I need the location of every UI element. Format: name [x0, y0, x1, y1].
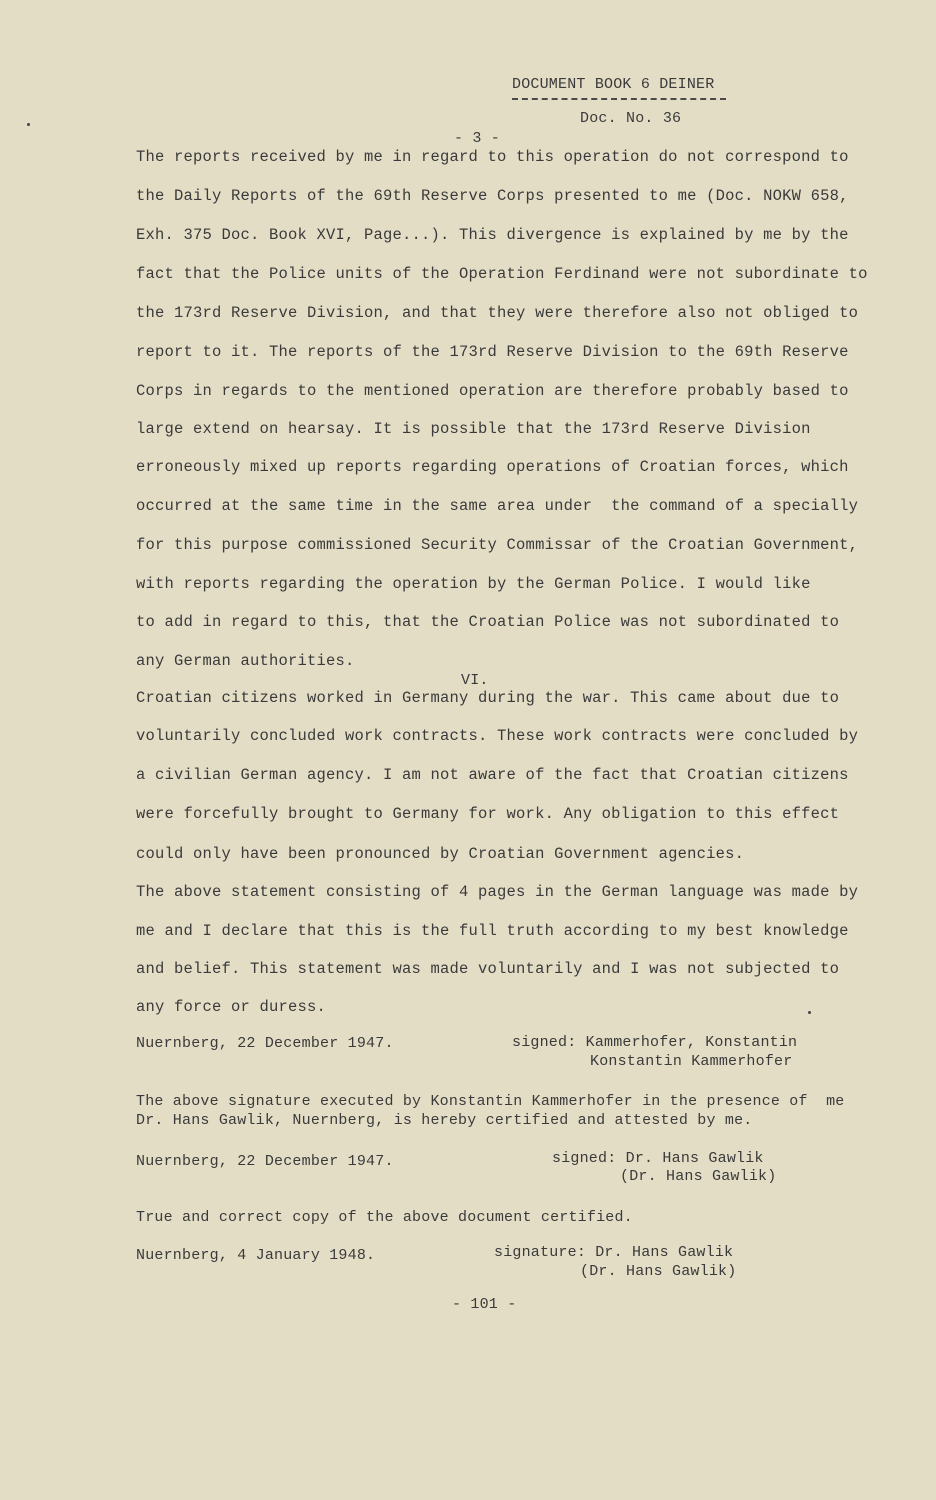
paragraph1-line: The reports received by me in regard to this operation do not correspond to	[136, 148, 849, 166]
margin-mark	[808, 1011, 811, 1014]
paragraph1-line: with reports regarding the operation by the German Police. I would like	[136, 575, 811, 593]
margin-mark	[27, 123, 30, 126]
statement-place-date: Nuernberg, 22 December 1947.	[136, 1035, 394, 1052]
document-book-title: DOCUMENT BOOK 6 DEINER	[512, 76, 715, 93]
paragraph3-line: any force or duress.	[136, 998, 327, 1016]
attestation-signatory-name: (Dr. Hans Gawlik)	[620, 1168, 777, 1185]
paragraph1-line: for this purpose commissioned Security Commissar of the Croatian Government,	[136, 536, 859, 554]
document-number: Doc. No. 36	[580, 110, 682, 127]
attestation-line: The above signature executed by Konstantin Kammerhofer in the presence of me	[136, 1093, 845, 1110]
copy-place-date: Nuernberg, 4 January 1948.	[136, 1247, 376, 1264]
paragraph1-line: to add in regard to this, that the Croatian Police was not subordinated to	[136, 613, 840, 631]
paragraph2-line: voluntarily concluded work contracts. These work contracts were concluded by	[136, 727, 859, 745]
paragraph1-line: occurred at the same time in the same area under the command of a specially	[136, 497, 859, 515]
paragraph1-line: erroneously mixed up reports regarding operations of Croatian forces, which	[136, 458, 849, 476]
paragraph2-line: Croatian citizens worked in Germany during the war. This came about due to	[136, 689, 840, 707]
paragraph2-line: were forcefully brought to Germany for work. Any obligation to this effect	[136, 805, 840, 823]
paragraph2-line: a civilian German agency. I am not aware of the fact that Croatian citizens	[136, 766, 849, 784]
copy-signature: signature: Dr. Hans Gawlik	[494, 1244, 734, 1261]
page-marker: - 3 -	[454, 130, 501, 147]
paragraph1-line: Corps in regards to the mentioned operation are therefore probably based to	[136, 382, 849, 400]
paragraph3-line: The above statement consisting of 4 pages in the German language was made by	[136, 883, 859, 901]
attestation-signed: signed: Dr. Hans Gawlik	[552, 1150, 764, 1167]
paragraph1-line: Exh. 375 Doc. Book XVI, Page...). This divergence is explained by me by the	[136, 226, 849, 244]
paragraph1-line: the Daily Reports of the 69th Reserve Corps presented to me (Doc. NOKW 658,	[136, 187, 849, 205]
section-number: VI.	[461, 672, 489, 689]
paragraph1-line: report to it. The reports of the 173rd Reserve Division to the 69th Reserve	[136, 343, 849, 361]
attestation-place-date: Nuernberg, 22 December 1947.	[136, 1153, 394, 1170]
attestation-line: Dr. Hans Gawlik, Nuernberg, is hereby certified and attested by me.	[136, 1112, 753, 1129]
statement-signed: signed: Kammerhofer, Konstantin	[512, 1034, 798, 1051]
paragraph1-line: the 173rd Reserve Division, and that they were therefore also not obliged to	[136, 304, 859, 322]
statement-signatory-name: Konstantin Kammerhofer	[590, 1053, 793, 1070]
paragraph3-line: me and I declare that this is the full truth according to my best knowledge	[136, 922, 849, 940]
paragraph3-line: and belief. This statement was made voluntarily and I was not subjected to	[136, 960, 840, 978]
paragraph1-line: large extend on hearsay. It is possible that the 173rd Reserve Division	[136, 420, 811, 438]
paragraph2-line: could only have been pronounced by Croatian Government agencies.	[136, 845, 745, 863]
copy-signatory-name: (Dr. Hans Gawlik)	[580, 1263, 737, 1280]
footer-page-number: - 101 -	[452, 1296, 517, 1313]
copy-certification: True and correct copy of the above document certified.	[136, 1209, 633, 1226]
paragraph1-line: fact that the Police units of the Operation Ferdinand were not subordinate to	[136, 265, 868, 283]
paragraph1-line: any German authorities.	[136, 652, 355, 670]
title-underline	[512, 98, 726, 100]
